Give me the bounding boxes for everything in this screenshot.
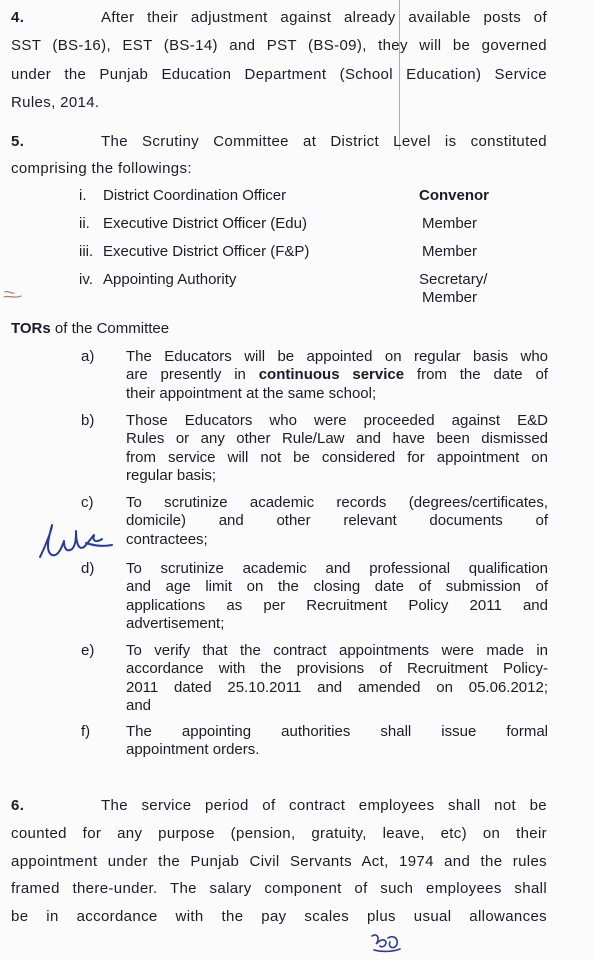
tor-body: [126, 494, 548, 549]
tor-letter: a): [81, 348, 95, 365]
paragraph-line: be in accordance with the pay scales plus usual allowances: [11, 908, 547, 926]
committee-role: Member: [422, 243, 478, 260]
tor-letter: c): [81, 494, 94, 511]
paragraph-6: [11, 792, 547, 931]
tor-line: 2011 dated 25.10.2011 and amended on 05.06.2012;: [126, 678, 548, 696]
tor-line: advertisement;: [126, 615, 225, 633]
line-text: After their adjustment against already available posts of: [101, 9, 547, 26]
paragraph-line: [11, 128, 547, 156]
committee-role-continued: Member: [422, 289, 478, 306]
paragraph-line: Rules, 2014.: [11, 94, 100, 112]
tor-line: To scrutinize academic and professional qualification: [126, 560, 548, 577]
committee-title: Executive District Officer (F&P): [103, 243, 310, 260]
tor-body: [126, 560, 548, 634]
paragraph-line: SST (BS-16), EST (BS-14) and PST (BS-09), they will be governed: [11, 37, 547, 55]
committee-numeral: iii.: [79, 243, 94, 260]
paragraph-line: comprising the followings:: [11, 160, 192, 178]
tor-line: domicile) and other relevant documents of: [126, 512, 548, 530]
tor-line: The Educators will be appointed on regular basis who: [126, 348, 548, 365]
paragraph-number: 4.: [11, 9, 25, 26]
page-initials-icon: [368, 930, 404, 956]
tor-letter: f): [81, 723, 91, 740]
line-text: are presently in: [126, 366, 259, 384]
tor-line: Rules or any other Rule/Law and have been dismissed: [126, 430, 548, 448]
tor-letter: b): [81, 412, 95, 429]
paragraph-number: 5.: [11, 133, 25, 150]
tor-line: To verify that the contract appointments were made in: [126, 642, 548, 659]
paragraph-line: [11, 4, 547, 32]
tor-line: contractees;: [126, 530, 208, 548]
paragraph-number: 6.: [11, 797, 25, 814]
tor-line: accordance with the provisions of Recruitment Policy-: [126, 660, 548, 678]
committee-title: Executive District Officer (Edu): [103, 215, 307, 232]
tor-body: [126, 412, 548, 486]
tor-letter: d): [81, 560, 95, 577]
margin-mark-icon: [2, 288, 24, 302]
paragraph-line: under the Punjab Education Department (School Education) Service: [11, 65, 547, 83]
committee-title: Appointing Authority: [103, 271, 237, 288]
paragraph-5: [11, 128, 547, 182]
paragraph-line: [11, 792, 547, 820]
tor-line: and: [126, 697, 152, 715]
committee-role: Convenor: [419, 187, 490, 204]
committee-numeral: iv.: [79, 271, 93, 288]
paragraph-line: framed there-under. The salary component of such employees shall: [11, 880, 547, 898]
line-text: The service period of contract employees shall not be: [101, 797, 547, 814]
tor-line: from service will not be considered for appointment on: [126, 448, 548, 466]
tor-line: applications as per Recruitment Policy 2011 and: [126, 596, 548, 614]
committee-numeral: ii.: [79, 215, 90, 232]
tor-line: regular basis;: [126, 467, 217, 485]
tor-line: their appointment at the same school;: [126, 384, 377, 402]
paragraph-line: counted for any purpose (pension, gratuity, leave, etc) on their: [11, 824, 547, 842]
tor-body: [126, 723, 548, 760]
tor-line: The appointing authorities shall issue formal: [126, 723, 548, 740]
tor-body: [126, 348, 548, 403]
tor-line: Those Educators who were proceeded against E&D: [126, 412, 548, 429]
tor-line: appointment orders.: [126, 741, 260, 759]
line-text: The Scrutiny Committee at District Level is constituted: [101, 133, 547, 150]
tor-body: [126, 642, 548, 716]
tor-line-rich: [126, 366, 548, 383]
handwritten-initials-icon: [30, 515, 122, 565]
tors-heading-rest: of the Committee: [50, 320, 170, 337]
paragraph-4: [11, 4, 547, 118]
tors-heading: [11, 320, 169, 337]
committee-role: Member: [422, 215, 478, 232]
tor-line: [126, 366, 548, 384]
tor-line: To scrutinize academic records (degrees/certificates,: [126, 494, 548, 511]
committee-numeral: i.: [79, 187, 87, 204]
committee-title: District Coordination Officer: [103, 187, 287, 204]
tor-letter: e): [81, 642, 95, 659]
tor-line: and age limit on the closing date of submission of: [126, 578, 548, 596]
tors-heading-bold: TORs: [11, 320, 51, 337]
committee-role: Secretary/: [419, 271, 488, 288]
line-text: from the date of: [404, 366, 548, 384]
paragraph-line: appointment under the Punjab Civil Servants Act, 1974 and the rules: [11, 852, 547, 870]
bold-text: continuous service: [258, 366, 405, 384]
